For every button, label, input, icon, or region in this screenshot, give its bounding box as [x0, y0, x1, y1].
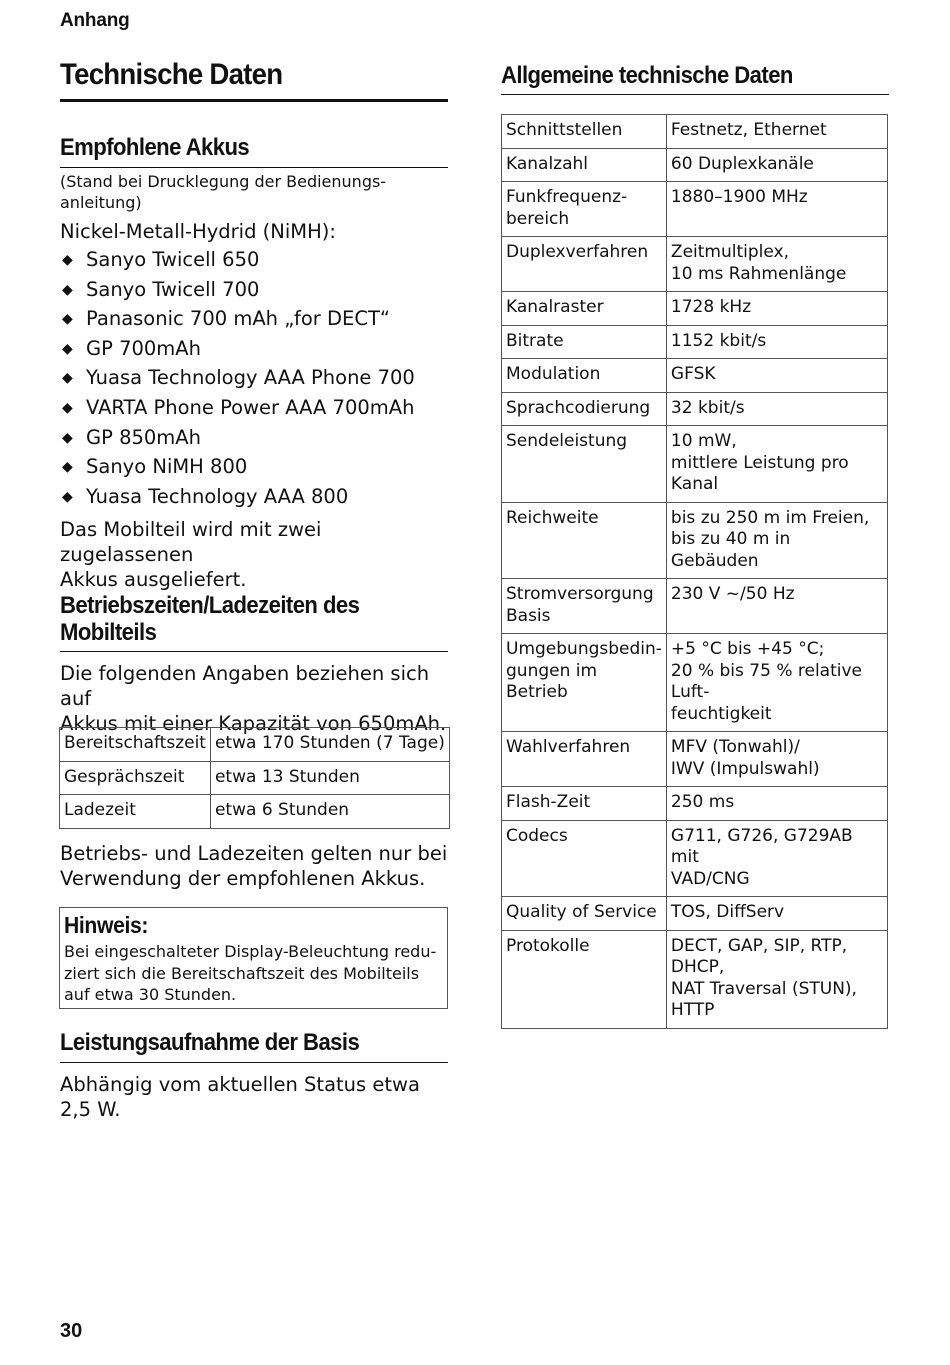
allgemein-heading: Allgemeine technische Daten — [501, 62, 793, 89]
akkus-type: Nickel-Metall-Hydrid (NiMH): — [60, 220, 336, 243]
table-cell-label: Protokolle — [502, 930, 667, 1028]
table-row — [502, 732, 888, 787]
betriebszeiten-heading-line2: Mobilteils — [60, 619, 157, 646]
leistung-rule — [60, 1062, 448, 1063]
table-cell-label: Stromversorgung Basis — [502, 579, 667, 634]
table-cell-label: Duplexverfahren — [502, 237, 667, 292]
table-row — [502, 292, 888, 326]
leistung-heading: Leistungsaufnahme der Basis — [60, 1029, 360, 1056]
hinweis-title: Hinweis: — [64, 912, 149, 938]
table-cell-label: Schnittstellen — [502, 115, 667, 149]
table-cell-value: TOS, DiffServ — [666, 897, 887, 931]
table-row — [502, 426, 888, 503]
table-cell-value: Festnetz, Ethernet — [666, 115, 887, 149]
table-cell-value: 1880–1900 MHz — [666, 182, 887, 237]
diamond-bullet-icon: ◆ — [62, 370, 73, 387]
table-row — [502, 392, 888, 426]
table-cell-value: etwa 13 Stunden — [210, 761, 449, 795]
table-cell-value: bis zu 250 m im Freien, bis zu 40 m in Gebäuden — [666, 502, 887, 579]
spec-table — [501, 114, 888, 1029]
list-item: ◆ GP 850mAh — [62, 425, 201, 449]
table-cell-value: 10 mW, mittlere Leistung pro Kanal — [666, 426, 887, 503]
table-row — [502, 930, 888, 1028]
table-row — [502, 325, 888, 359]
table-cell-value: GFSK — [666, 359, 887, 393]
table-row — [502, 502, 888, 579]
diamond-bullet-icon: ◆ — [62, 311, 73, 328]
table-row — [60, 761, 450, 795]
table-cell-value: Zeitmultiplex, 10 ms Rahmenlänge — [666, 237, 887, 292]
list-item: ◆ VARTA Phone Power AAA 700mAh — [62, 395, 415, 419]
akkus-list — [60, 247, 450, 513]
table-cell-label: Quality of Service — [502, 897, 667, 931]
betriebszeiten-rule — [60, 651, 448, 652]
table-cell-label: Wahlverfahren — [502, 732, 667, 787]
table-row — [60, 795, 450, 829]
table-cell-label: Flash-Zeit — [502, 787, 667, 821]
table-cell-label: Modulation — [502, 359, 667, 393]
hinweis-box — [59, 907, 448, 1009]
table-cell-label: Codecs — [502, 820, 667, 897]
table-cell-label: Umgebungsbedin- gungen im Betrieb — [502, 634, 667, 732]
table-cell-value: 230 V ~/50 Hz — [666, 579, 887, 634]
leistung-text: Abhängig vom aktuellen Status etwa 2,5 W. — [60, 1073, 420, 1121]
diamond-bullet-icon: ◆ — [62, 429, 73, 446]
table-cell-value: MFV (Tonwahl)/ IWV (Impulswahl) — [666, 732, 887, 787]
table-row — [502, 182, 888, 237]
table-row — [502, 115, 888, 149]
table-row — [502, 359, 888, 393]
betriebszeiten-footer: Betriebs- und Ladezeiten gelten nur bei Verwendung der empfohlenen Akkus. — [60, 842, 448, 890]
akkus-footer: Das Mobilteil wird mit zwei zugelassenen Akkus ausgeliefert. — [60, 518, 322, 591]
diamond-bullet-icon: ◆ — [62, 459, 73, 476]
table-row — [502, 237, 888, 292]
table-cell-label: Kanalraster — [502, 292, 667, 326]
betriebszeiten-intro: Die folgenden Angaben beziehen sich auf Akkus mit einer Kapazität von 650mAh. — [60, 662, 447, 735]
list-item: ◆ GP 700mAh — [62, 336, 201, 360]
table-cell-value: G711, G726, G729AB mit VAD/CNG — [666, 820, 887, 897]
page-title: Technische Daten — [60, 58, 283, 91]
table-cell-value: etwa 6 Stunden — [210, 795, 449, 829]
hinweis-text: Bei eingeschalteter Display-Beleuchtung redu- ziert sich die Bereitschaftszeit des Mobilteils auf etwa 30 Stunden. — [64, 942, 437, 1004]
table-cell-label: Funkfrequenz- bereich — [502, 182, 667, 237]
diamond-bullet-icon: ◆ — [62, 340, 73, 357]
table-cell-value: 250 ms — [666, 787, 887, 821]
table-row — [502, 787, 888, 821]
table-row — [502, 897, 888, 931]
list-item: ◆ Sanyo NiMH 800 — [62, 455, 248, 479]
diamond-bullet-icon: ◆ — [62, 399, 73, 416]
list-item: ◆ Sanyo Twicell 650 — [62, 248, 260, 271]
table-row — [502, 579, 888, 634]
diamond-bullet-icon: ◆ — [62, 488, 73, 505]
table-cell-label: Kanalzahl — [502, 148, 667, 182]
table-row — [502, 148, 888, 182]
table-cell-label: Gesprächszeit — [60, 761, 211, 795]
table-cell-value: 60 Duplexkanäle — [666, 148, 887, 182]
list-item: ◆ Sanyo Twicell 700 — [62, 277, 260, 301]
table-cell-value: 32 kbit/s — [666, 392, 887, 426]
table-cell-label: Sprachcodierung — [502, 392, 667, 426]
list-item: ◆ Panasonic 700 mAh „for DECT“ — [62, 307, 390, 331]
diamond-bullet-icon: ◆ — [62, 281, 73, 298]
table-row — [60, 728, 450, 762]
diamond-bullet-icon: ◆ — [62, 252, 73, 268]
table-row — [502, 634, 888, 732]
allgemein-rule — [501, 94, 889, 95]
table-cell-label: Reichweite — [502, 502, 667, 579]
table-cell-label: Bereitschaftszeit — [60, 728, 211, 762]
list-item: ◆ Yuasa Technology AAA Phone 700 — [62, 366, 415, 390]
table-row — [502, 820, 888, 897]
table-cell-label: Ladezeit — [60, 795, 211, 829]
title-rule — [60, 99, 448, 102]
akkus-note: (Stand bei Drucklegung der Bedienungs- anleitung) — [60, 172, 387, 212]
table-cell-label: Bitrate — [502, 325, 667, 359]
page-number: 30 — [60, 1320, 83, 1342]
betriebszeiten-table — [59, 727, 450, 829]
list-item: ◆ Yuasa Technology AAA 800 — [62, 484, 349, 508]
table-cell-value: 1152 kbit/s — [666, 325, 887, 359]
table-cell-value: 1728 kHz — [666, 292, 887, 326]
akkus-heading: Empfohlene Akkus — [60, 134, 250, 161]
table-cell-value: +5 °C bis +45 °C; 20 % bis 75 % relative Luft- feuchtigkeit — [666, 634, 887, 732]
table-cell-value: etwa 170 Stunden (7 Tage) — [210, 728, 449, 762]
table-cell-label: Sendeleistung — [502, 426, 667, 503]
akkus-rule — [60, 167, 448, 168]
betriebszeiten-heading-line1: Betriebszeiten/Ladezeiten des — [60, 592, 360, 619]
running-header: Anhang — [60, 10, 130, 31]
table-cell-value: DECT, GAP, SIP, RTP, DHCP, NAT Traversal (STUN), HTTP — [666, 930, 887, 1028]
